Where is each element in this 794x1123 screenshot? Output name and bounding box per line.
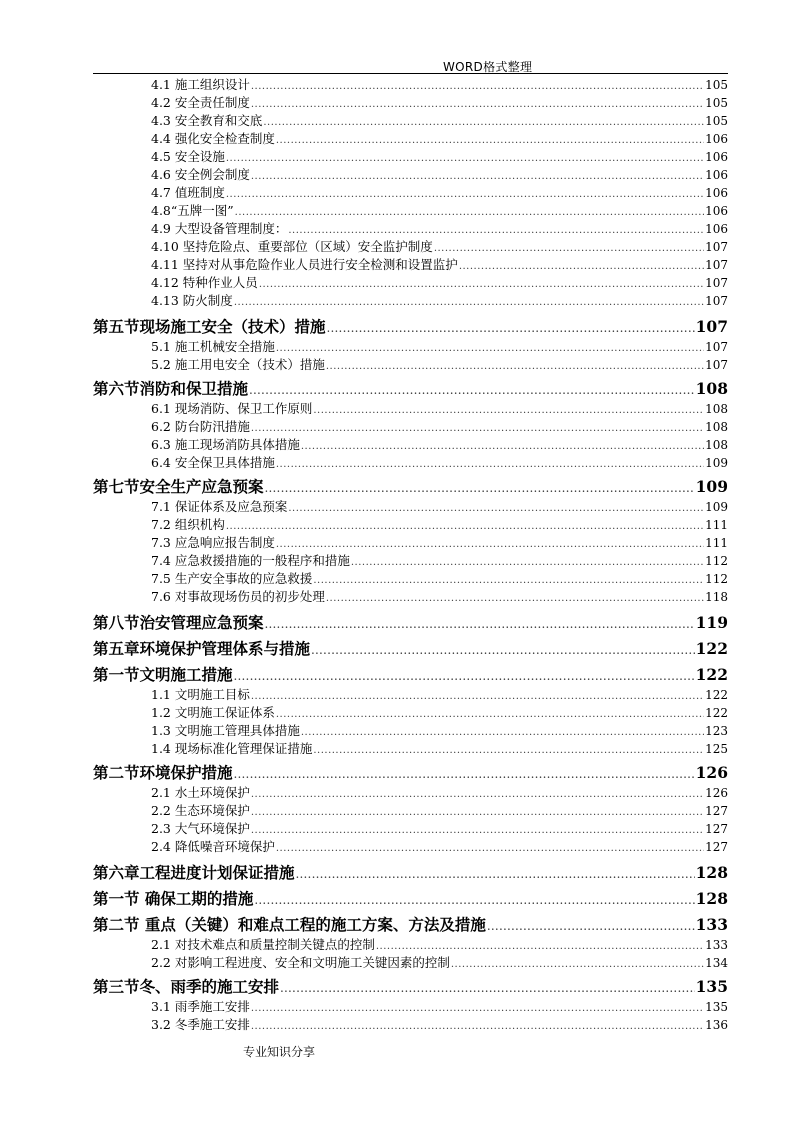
- toc-section-entry[interactable]: [93, 638, 728, 660]
- toc-entry-label: 5.2 施工用电安全（技术）措施: [151, 357, 325, 372]
- toc-entry-page-number: 107: [705, 340, 728, 354]
- toc-entry-label: 1.1 文明施工目标: [151, 687, 250, 702]
- toc-leader-dots: [251, 94, 704, 114]
- toc-entry-page-number: 105: [705, 96, 728, 110]
- toc-entry-page-number: 122: [705, 688, 728, 702]
- toc-leader-dots: [327, 316, 695, 339]
- toc-leader-dots: [276, 704, 704, 724]
- toc-entry-page-number: 128: [695, 889, 728, 908]
- toc-entry-label: 第八节治安管理应急预案: [93, 613, 264, 632]
- toc-leader-dots: [313, 570, 704, 590]
- toc-leader-dots: [251, 820, 704, 840]
- toc-entry-page-number: 105: [705, 78, 728, 92]
- toc-subsection-entry[interactable]: [151, 588, 728, 606]
- toc-entry-label: 4.3 安全教育和交底: [151, 113, 263, 128]
- toc-entry-page-number: 126: [695, 763, 728, 782]
- toc-subsection-entry[interactable]: [151, 238, 728, 256]
- toc-leader-dots: [434, 238, 704, 258]
- toc-leader-dots: [265, 612, 695, 635]
- toc-entry-page-number: 136: [705, 1018, 728, 1032]
- toc-entry-page-number: 112: [705, 572, 728, 586]
- toc-entry-page-number: 109: [705, 500, 728, 514]
- toc-entry-page-number: 135: [695, 977, 728, 996]
- toc-entry-label: 4.2 安全责任制度: [151, 95, 250, 110]
- toc-leader-dots: [234, 664, 695, 687]
- toc-subsection-entry[interactable]: [151, 954, 728, 972]
- toc-entry-label: 1.4 现场标准化管理保证措施: [151, 741, 313, 756]
- toc-entry-page-number: 122: [705, 706, 728, 720]
- toc-leader-dots: [259, 274, 704, 294]
- toc-leader-dots: [226, 184, 704, 204]
- toc-entry-label: 1.2 文明施工保证体系: [151, 705, 275, 720]
- toc-entry-label: 4.6 安全例会制度: [151, 167, 250, 182]
- toc-entry-label: 4.5 安全设施: [151, 149, 225, 164]
- toc-leader-dots: [288, 220, 704, 240]
- toc-subsection-entry[interactable]: [151, 820, 728, 838]
- toc-entry-label: 4.9 大型设备管理制度：: [151, 221, 288, 236]
- toc-leader-dots: [254, 888, 694, 911]
- toc-entry-label: 4.10 坚持危险点、重要部位（区域）安全监护制度: [151, 239, 433, 254]
- toc-entry-label: 4.4 强化安全检查制度: [151, 131, 275, 146]
- toc-section-entry[interactable]: [93, 664, 728, 686]
- toc-entry-page-number: 126: [705, 786, 728, 800]
- toc-entry-label: 第一节文明施工措施: [93, 665, 233, 684]
- toc-subsection-entry[interactable]: [151, 740, 728, 758]
- toc-entry-page-number: 125: [705, 742, 728, 756]
- toc-entry-label: 7.3 应急响应报告制度: [151, 535, 275, 550]
- toc-subsection-entry[interactable]: [151, 498, 728, 516]
- toc-subsection-entry[interactable]: [151, 784, 728, 802]
- toc-leader-dots: [276, 534, 704, 554]
- toc-subsection-entry[interactable]: [151, 686, 728, 704]
- toc-section-entry[interactable]: [93, 316, 728, 338]
- toc-leader-dots: [301, 436, 704, 456]
- toc-subsection-entry[interactable]: [151, 998, 728, 1016]
- toc-leader-dots: [235, 202, 704, 222]
- toc-leader-dots: [276, 338, 704, 358]
- toc-section-entry[interactable]: [93, 612, 728, 634]
- toc-section-entry[interactable]: [93, 378, 728, 400]
- toc-entry-label: 6.4 安全保卫具体措施: [151, 455, 275, 470]
- toc-section-entry[interactable]: [93, 914, 728, 936]
- toc-subsection-entry[interactable]: [151, 274, 728, 292]
- toc-entry-label: 2.2 生态环境保护: [151, 803, 250, 818]
- toc-entry-page-number: 106: [705, 150, 728, 164]
- toc-entry-page-number: 127: [705, 822, 728, 836]
- toc-leader-dots: [276, 454, 704, 474]
- toc-leader-dots: [351, 552, 704, 572]
- toc-entry-page-number: 133: [695, 915, 728, 934]
- toc-entry-label: 6.2 防台防汛措施: [151, 419, 250, 434]
- toc-leader-dots: [251, 76, 704, 96]
- toc-entry-page-number: 128: [695, 863, 728, 882]
- toc-section-entry[interactable]: [93, 862, 728, 884]
- toc-leader-dots: [249, 378, 695, 401]
- toc-section-entry[interactable]: [93, 888, 728, 910]
- toc-leader-dots: [251, 418, 704, 438]
- toc-subsection-entry[interactable]: [151, 570, 728, 588]
- toc-subsection-entry[interactable]: [151, 148, 728, 166]
- toc-entry-page-number: 119: [695, 613, 728, 632]
- toc-subsection-entry[interactable]: [151, 112, 728, 130]
- toc-entry-page-number: 123: [705, 724, 728, 738]
- toc-subsection-entry[interactable]: [151, 1016, 728, 1034]
- toc-entry-label: 4.13 防火制度: [151, 293, 233, 308]
- toc-entry-label: 1.3 文明施工管理具体措施: [151, 723, 300, 738]
- toc-section-entry[interactable]: [93, 762, 728, 784]
- toc-leader-dots: [311, 638, 695, 661]
- toc-entry-label: 2.3 大气环境保护: [151, 821, 250, 836]
- toc-entry-label: 第六节消防和保卫措施: [93, 379, 249, 398]
- toc-entry-label: 5.1 施工机械安全措施: [151, 339, 275, 354]
- toc-subsection-entry[interactable]: [151, 418, 728, 436]
- toc-subsection-entry[interactable]: [151, 400, 728, 418]
- toc-entry-label: 4.8“五牌一图”: [151, 203, 234, 218]
- toc-entry-page-number: 106: [705, 132, 728, 146]
- toc-subsection-entry[interactable]: [151, 534, 728, 552]
- toc-entry-page-number: 127: [705, 840, 728, 854]
- toc-entry-page-number: 107: [705, 276, 728, 290]
- toc-entry-label: 第三节冬、雨季的施工安排: [93, 977, 280, 996]
- toc-entry-page-number: 122: [695, 639, 728, 658]
- toc-leader-dots: [280, 976, 695, 999]
- toc-entry-label: 第五节现场施工安全（技术）措施: [93, 317, 326, 336]
- toc-leader-dots: [376, 936, 704, 956]
- toc-subsection-entry[interactable]: [151, 552, 728, 570]
- toc-entry-label: 4.12 特种作业人员: [151, 275, 258, 290]
- toc-entry-label: 7.4 应急救援措施的一般程序和措施: [151, 553, 350, 568]
- toc-entry-label: 7.6 对事故现场伤员的初步处理: [151, 589, 325, 604]
- toc-leader-dots: [276, 130, 704, 150]
- toc-entry-page-number: 106: [705, 222, 728, 236]
- toc-entry-label: 2.1 对技术难点和质量控制关键点的控制: [151, 937, 375, 952]
- toc-leader-dots: [276, 838, 704, 858]
- toc-entry-page-number: 111: [705, 518, 728, 532]
- toc-entry-page-number: 107: [705, 294, 728, 308]
- toc-leader-dots: [459, 256, 704, 276]
- toc-leader-dots: [226, 148, 704, 168]
- toc-subsection-entry[interactable]: [151, 94, 728, 112]
- toc-subsection-entry[interactable]: [151, 356, 728, 374]
- toc-entry-page-number: 109: [695, 477, 728, 496]
- toc-entry-label: 4.1 施工组织设计: [151, 77, 250, 92]
- toc-leader-dots: [326, 356, 704, 376]
- toc-entry-page-number: 107: [705, 358, 728, 372]
- toc-leader-dots: [313, 400, 704, 420]
- header-rule: [93, 73, 728, 74]
- toc-subsection-entry[interactable]: [151, 454, 728, 472]
- toc-subsection-entry[interactable]: [151, 436, 728, 454]
- toc-section-entry[interactable]: [93, 476, 728, 498]
- toc-entry-page-number: 109: [705, 456, 728, 470]
- toc-leader-dots: [288, 498, 704, 518]
- toc-entry-page-number: 107: [705, 240, 728, 254]
- toc-leader-dots: [487, 914, 695, 937]
- toc-subsection-entry[interactable]: [151, 704, 728, 722]
- toc-entry-label: 第五章环境保护管理体系与措施: [93, 639, 311, 658]
- toc-leader-dots: [251, 166, 704, 186]
- toc-entry-page-number: 106: [705, 168, 728, 182]
- toc-leader-dots: [234, 292, 704, 312]
- toc-leader-dots: [226, 516, 704, 536]
- toc-subsection-entry[interactable]: [151, 202, 728, 220]
- toc-entry-page-number: 107: [695, 317, 728, 336]
- toc-entry-page-number: 127: [705, 804, 728, 818]
- toc-entry-page-number: 105: [705, 114, 728, 128]
- toc-leader-dots: [251, 998, 704, 1018]
- toc-subsection-entry[interactable]: [151, 936, 728, 954]
- toc-leader-dots: [326, 588, 704, 608]
- toc-subsection-entry[interactable]: [151, 722, 728, 740]
- toc-entry-page-number: 111: [705, 536, 728, 550]
- toc-subsection-entry[interactable]: [151, 256, 728, 274]
- toc-leader-dots: [251, 802, 704, 822]
- toc-subsection-entry[interactable]: [151, 220, 728, 238]
- toc-entry-page-number: 108: [705, 420, 728, 434]
- page-header: WORD格式整理: [443, 60, 533, 74]
- toc-leader-dots: [251, 686, 704, 706]
- toc-entry-label: 2.1 水土环境保护: [151, 785, 250, 800]
- toc-entry-label: 6.1 现场消防、保卫工作原则: [151, 401, 313, 416]
- toc-entry-label: 第一节 确保工期的措施: [93, 889, 254, 908]
- toc-entry-page-number: 135: [705, 1000, 728, 1014]
- toc-subsection-entry[interactable]: [151, 130, 728, 148]
- toc-leader-dots: [451, 954, 704, 974]
- toc-entry-label: 第二节环境保护措施: [93, 763, 233, 782]
- toc-entry-page-number: 106: [705, 204, 728, 218]
- toc-entry-label: 2.4 降低噪音环境保护: [151, 839, 275, 854]
- toc-leader-dots: [296, 862, 695, 885]
- toc-entry-page-number: 108: [705, 402, 728, 416]
- toc-entry-label: 7.5 生产安全事故的应急救援: [151, 571, 313, 586]
- toc-entry-label: 7.1 保证体系及应急预案: [151, 499, 288, 514]
- toc-entry-page-number: 122: [695, 665, 728, 684]
- toc-entry-label: 4.7 值班制度: [151, 185, 225, 200]
- toc-entry-page-number: 112: [705, 554, 728, 568]
- toc-entry-page-number: 106: [705, 186, 728, 200]
- toc-subsection-entry[interactable]: [151, 184, 728, 202]
- toc-leader-dots: [301, 722, 704, 742]
- toc-entry-page-number: 118: [705, 590, 728, 604]
- toc-entry-page-number: 108: [695, 379, 728, 398]
- page-footer: 专业知识分享: [243, 1045, 316, 1059]
- toc-entry-page-number: 107: [705, 258, 728, 272]
- toc-subsection-entry[interactable]: [151, 802, 728, 820]
- toc-leader-dots: [251, 1016, 704, 1036]
- toc-section-entry[interactable]: [93, 976, 728, 998]
- toc-leader-dots: [265, 476, 695, 499]
- toc-leader-dots: [234, 762, 695, 785]
- toc-subsection-entry[interactable]: [151, 166, 728, 184]
- toc-entry-page-number: 134: [705, 956, 728, 970]
- toc-entry-label: 第七节安全生产应急预案: [93, 477, 264, 496]
- toc-entry-label: 7.2 组织机构: [151, 517, 225, 532]
- toc-entry-label: 2.2 对影响工程进度、安全和文明施工关键因素的控制: [151, 955, 450, 970]
- toc-leader-dots: [251, 784, 704, 804]
- toc-entry-label: 第二节 重点（关键）和难点工程的施工方案、方法及措施: [93, 915, 486, 934]
- toc-leader-dots: [313, 740, 704, 760]
- toc-subsection-entry[interactable]: [151, 338, 728, 356]
- toc-subsection-entry[interactable]: [151, 838, 728, 856]
- toc-entry-label: 3.2 冬季施工安排: [151, 1017, 250, 1032]
- toc-subsection-entry[interactable]: [151, 516, 728, 534]
- toc-entry-label: 6.3 施工现场消防具体措施: [151, 437, 300, 452]
- toc-leader-dots: [263, 112, 704, 132]
- toc-entry-page-number: 108: [705, 438, 728, 452]
- toc-subsection-entry[interactable]: [151, 76, 728, 94]
- toc-subsection-entry[interactable]: [151, 292, 728, 310]
- toc-entry-label: 3.1 雨季施工安排: [151, 999, 250, 1014]
- toc-entry-label: 4.11 坚持对从事危险作业人员进行安全检测和设置监护: [151, 257, 458, 272]
- toc-entry-label: 第六章工程进度计划保证措施: [93, 863, 295, 882]
- toc-entry-page-number: 133: [705, 938, 728, 952]
